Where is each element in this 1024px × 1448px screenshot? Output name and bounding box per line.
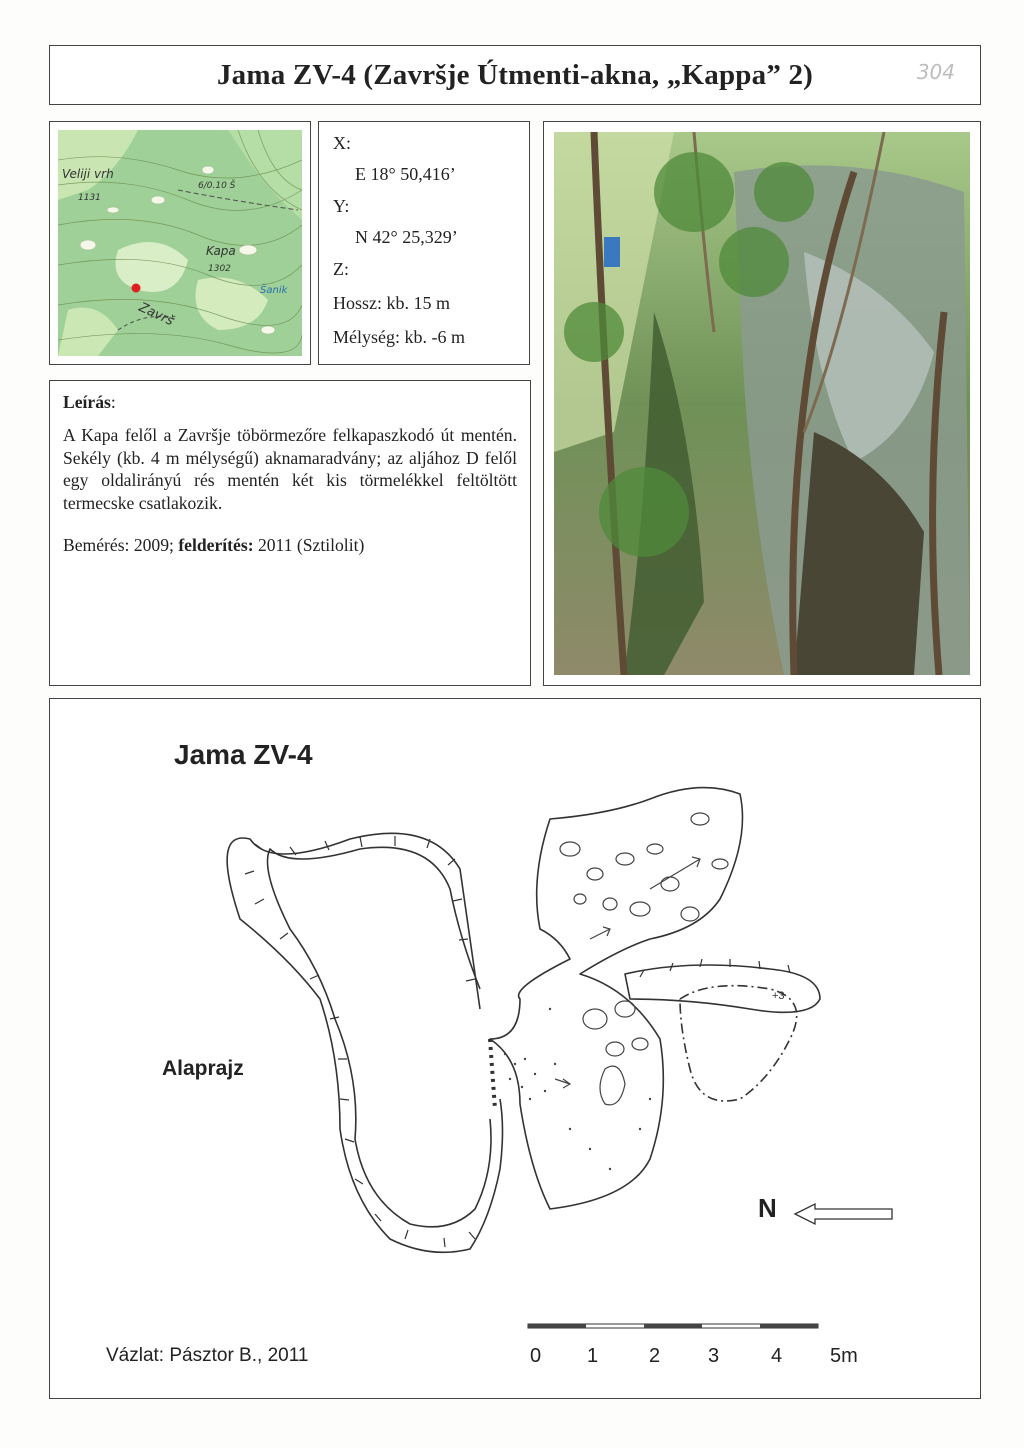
map-label: Završ (136, 300, 176, 330)
length-value: Hossz: kb. 15 m (333, 293, 450, 313)
z-label: Z: (333, 259, 349, 279)
survey-line (63, 534, 517, 556)
plan-view-label: Alaprajz (162, 1057, 244, 1080)
map-label: Veliji vrh (62, 167, 114, 181)
scale-label: 2 (649, 1345, 661, 1367)
description-heading-colon: : (110, 392, 116, 412)
cave-chamber-wall (490, 788, 743, 1209)
map-label: 6/0.10 Š (198, 181, 236, 191)
map-label: 1302 (208, 264, 231, 274)
cave-wall (268, 847, 492, 1227)
scale-bar (528, 1324, 818, 1328)
cave-entrance-photo (554, 132, 970, 675)
scale-label: 0 (530, 1345, 542, 1367)
cave-plan-panel (49, 698, 981, 1399)
cave-location-marker (132, 284, 141, 293)
north-label: N (758, 1193, 777, 1223)
scale-label: 1 (587, 1345, 599, 1367)
exploration-label: felderítés: (178, 535, 254, 556)
shaft-edge (490, 1039, 495, 1109)
scale-label: 5m (830, 1345, 858, 1367)
y-label: Y: (333, 196, 350, 216)
x-label: X: (333, 133, 351, 153)
plan-author: Vázlat: Pásztor B., 2011 (106, 1345, 309, 1366)
depth-mark: +3 (772, 990, 785, 1002)
description-text: A Kapa felől a Završje töbörmezőre felkapaszkodó út mentén. Sekély (kb. 4 m mélységű) aknamaradvány; az aljához D felől egy oldalirányú rés mentén két kis törmelékkel feltöltött termecske csatlakozik. (63, 425, 517, 513)
north-arrow-icon (795, 1204, 892, 1224)
topographic-map-image (58, 130, 302, 356)
cave-wall (227, 833, 502, 1252)
page-number: 304 (916, 60, 955, 84)
description-panel (49, 380, 531, 686)
coordinates-panel (318, 121, 530, 365)
x-value: E 18° 50,416’ (355, 164, 456, 184)
description-heading-line (63, 391, 517, 413)
exploration-info: 2011 (Sztilolit) (253, 535, 365, 556)
cave-plan-drawing (50, 699, 982, 1400)
location-map (49, 121, 311, 365)
survey-info: Bemérés: 2009; (63, 535, 179, 556)
depth-value: Mélység: kb. -6 m (333, 327, 465, 347)
y-value: N 42° 25,329’ (355, 227, 458, 247)
map-label: Šanik (260, 285, 288, 296)
title-box (49, 45, 981, 105)
scale-label: 3 (708, 1345, 720, 1367)
scale-label: 4 (771, 1345, 783, 1367)
cave-photo (543, 121, 981, 686)
ledge-wall (625, 965, 820, 1012)
plan-title: Jama ZV-4 (174, 739, 313, 770)
map-label: 1131 (78, 193, 101, 203)
document-title: Jama ZV-4 (Završje Útmenti-akna, „Kappa” 2) (216, 58, 814, 91)
map-label: Kapa (206, 244, 236, 258)
description-heading: Leírás (63, 392, 111, 412)
